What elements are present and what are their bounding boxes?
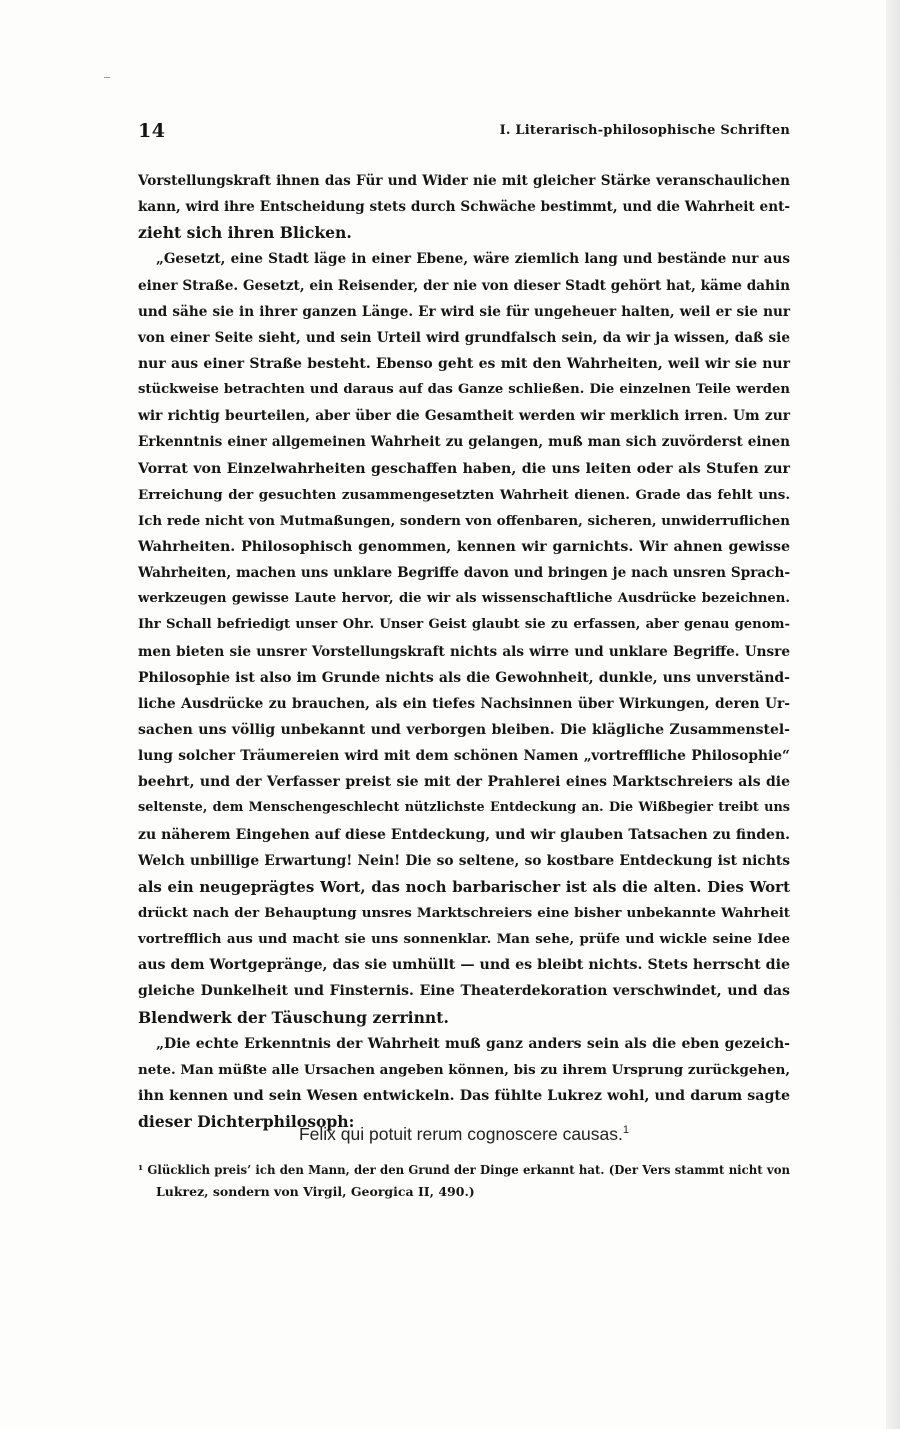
text-line: „Gesetzt, eine Stadt läge in einer Ebene, wäre ziemlich lang und bestände nur aus (156, 251, 790, 268)
text-line: einer Straße. Gesetzt, ein Reisender, der nie von dieser Stadt gehört hat, käme dahin (138, 277, 790, 294)
text-line: und sähe sie in ihrer ganzen Länge. Er wird sie für ungeheuer halten, weil er sie nur (138, 303, 790, 320)
text-line: zu näherem Eingehen auf diese Entdeckung, und wir glauben Tatsachen zu finden. (138, 826, 790, 843)
paragraph (138, 1031, 790, 1136)
paragraph (138, 246, 790, 1030)
text-line: dieser Dichterphilosoph: (138, 1112, 355, 1132)
text-line: sachen uns völlig unbekannt und verborgen bleiben. Die klägliche Zusammenstel- (138, 721, 790, 738)
text-line: Ihr Schall befriedigt unser Ohr. Unser Geist glaubt sie zu erfassen, aber genau genom- (138, 617, 790, 633)
text-line: drückt nach der Behauptung unsres Marktschreiers eine bisher unbekannte Wahrheit (138, 904, 790, 921)
footnote-line: ¹ Glücklich preis’ ich den Mann, der den Grund der Dinge erkannt hat. (Der Vers stammt nicht von (138, 1163, 790, 1177)
text-line: men bieten sie unsrer Vorstellungskraft nichts als wirre und unklare Begriffe. Unsre (138, 643, 790, 660)
text-line: nete. Man müßte alle Ursachen angeben können, bis zu ihrem Ursprung zurückgehen, (138, 1061, 790, 1078)
text-line: kann, wird ihre Entscheidung stets durch Schwäche bestimmt, und die Wahrheit ent- (138, 199, 790, 216)
page-edge-shadow (886, 0, 900, 1429)
text-line: Vorrat von Einzelwahrheiten geschaffen haben, die uns leiten oder als Stufen zur (138, 460, 790, 477)
text-line: werkzeugen gewisse Laute hervor, die wir als wissenschaftliche Ausdrücke bezeichnen. (138, 591, 790, 607)
text-line: vortrefflich aus und macht sie uns sonnenklar. Man sehe, prüfe und wickle seine Idee (138, 931, 790, 948)
text-line: Vorstellungskraft ihnen das Für und Wider nie mit gleicher Stärke veranschaulichen (138, 173, 790, 189)
footnotes (138, 1160, 790, 1202)
text-line: als ein neugeprägtes Wort, das noch barbarischer ist als die alten. Dies Wort (138, 877, 790, 896)
footnote-reference: 1 (622, 1124, 630, 1137)
text-line: Wahrheiten, machen uns unklare Begriffe davon und bringen je nach unsren Sprach- (138, 565, 790, 582)
page-header (138, 120, 790, 144)
text-line: Ich rede nicht von Mutmaßungen, sondern von offenbaren, sicheren, unwiderruflichen (138, 512, 790, 529)
body-text (138, 168, 790, 1135)
scan-speck (104, 77, 110, 78)
text-line: lung solcher Träumereien wird mit dem schönen Namen „vortreffliche Philosophie“ (138, 748, 790, 765)
text-line: Erreichung der gesuchten zusammengesetzten Wahrheit dienen. Grade das fehlt uns. (138, 486, 790, 503)
text-line: beehrt, und der Verfasser preist sie mit der Prahlerei eines Marktschreiers als die (138, 774, 790, 791)
text-line: Wahrheiten. Philosophisch genommen, kennen wir garnichts. Wir ahnen gewisse (138, 538, 790, 555)
running-head: I. Literarisch-philosophische Schriften (499, 123, 790, 138)
text-line: zieht sich ihren Blicken. (138, 223, 352, 243)
text-line: wir richtig beurteilen, aber über die Gesamtheit werden wir merklich irren. Um zur (138, 408, 790, 425)
quote-text: Felix qui potuit rerum cognoscere causas. (298, 1124, 623, 1144)
paragraph (138, 168, 790, 246)
text-line: aus dem Wortgepränge, das sie umhüllt — und es bleibt nichts. Stets herrscht die (138, 957, 790, 974)
text-line: stückweise betrachten und daraus auf das Ganze schließen. Die einzelnen Teile werden (138, 382, 790, 398)
text-line: nur aus einer Straße besteht. Ebenso geht es mit den Wahrheiten, weil wir sie nur (138, 355, 790, 372)
text-line: liche Ausdrücke zu brauchen, als ein tiefes Nachsinnen über Wirkungen, deren Ur- (138, 695, 790, 712)
text-line: Blendwerk der Täuschung zerrinnt. (138, 1007, 449, 1027)
text-line: ihn kennen und sein Wesen entwickeln. Das fühlte Lukrez wohl, und darum sagte (138, 1087, 790, 1104)
text-line: Welch unbillige Erwartung! Nein! Die so seltene, so kostbare Entdeckung ist nichts (138, 852, 790, 869)
footnote-line: Lukrez, sondern von Virgil, Georgica II, 490.) (156, 1184, 475, 1199)
text-line: gleiche Dunkelheit und Finsternis. Eine Theaterdekoration verschwindet, und das (138, 983, 790, 1000)
page-number: 14 (138, 120, 166, 142)
text-line: „Die echte Erkenntnis der Wahrheit muß ganz anders sein als die eben gezeich- (156, 1035, 790, 1052)
text-line: Erkenntnis einer allgemeinen Wahrheit zu gelangen, muß man sich zuvörderst einen (138, 434, 790, 451)
latin-quote (138, 1124, 790, 1145)
text-line: von einer Seite sieht, und sein Urteil wird grundfalsch sein, da wir ja wissen, daß sie (138, 329, 790, 346)
text-line: Philosophie ist also im Grunde nichts als die Gewohnheit, dunkle, uns unverständ- (138, 669, 790, 686)
text-line: seltenste, dem Menschengeschlecht nützlichste Entdeckung an. Die Wißbegier treibt uns (138, 800, 790, 816)
